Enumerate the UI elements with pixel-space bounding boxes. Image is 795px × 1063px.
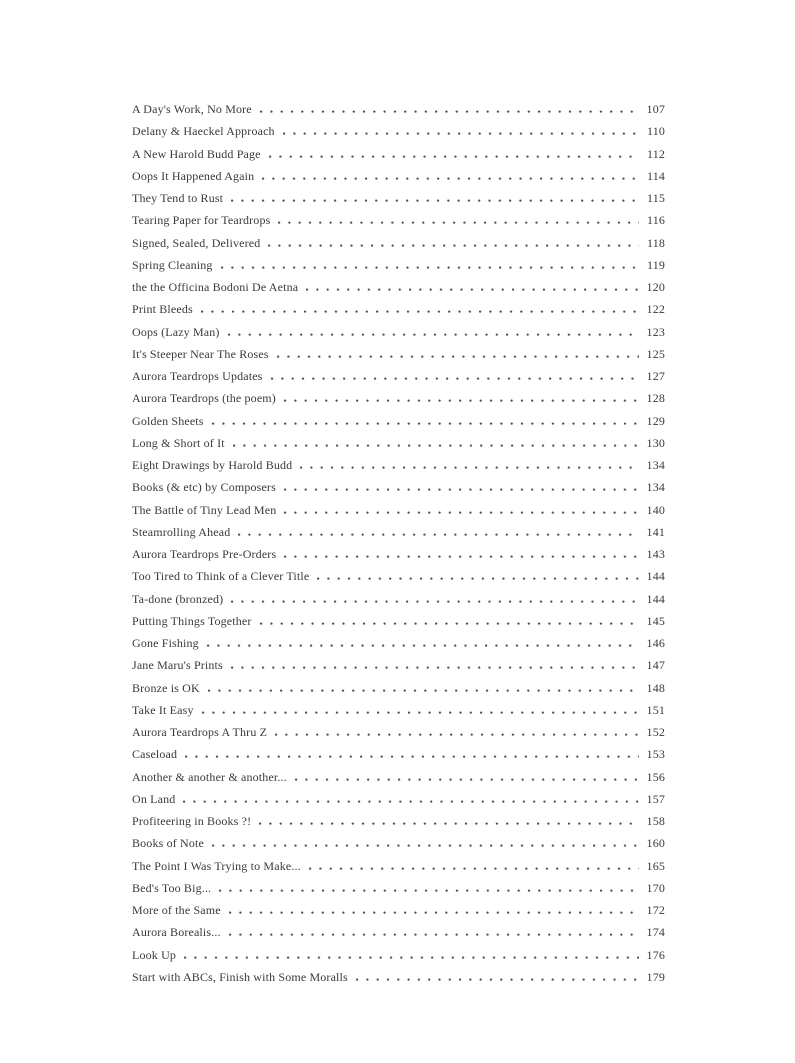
toc-entry-page: 153 (646, 747, 665, 762)
dot-leader (284, 399, 639, 402)
dot-leader (317, 577, 639, 580)
toc-entry-page: 125 (646, 346, 665, 361)
toc-entry-page: 145 (646, 613, 665, 628)
toc-entry-page: 172 (646, 903, 665, 917)
toc-entry-title: Too Tired to Think of a Clever Title (132, 569, 310, 584)
dot-leader (229, 911, 639, 914)
toc-row (132, 681, 665, 703)
toc-entry-page: 165 (646, 858, 665, 873)
toc-row (132, 614, 665, 636)
toc-entry-title: On Land (132, 791, 176, 806)
toc-entry-page: 114 (646, 168, 665, 183)
toc-row (132, 770, 665, 792)
toc-entry-title: Signed, Sealed, Delivered (132, 235, 261, 250)
dot-leader (275, 733, 639, 736)
dot-leader (260, 110, 639, 113)
toc-row (132, 124, 665, 146)
toc-entry-title: Books of Note (132, 836, 204, 851)
toc-entry-title: More of the Same (132, 903, 221, 917)
toc-entry-page: 160 (646, 836, 665, 851)
dot-leader (233, 444, 639, 447)
toc-entry-title: Aurora Teardrops Pre-Orders (132, 547, 277, 561)
dot-leader (271, 377, 640, 380)
toc-entry-title: Aurora Borealis... (132, 925, 221, 940)
dot-leader (238, 533, 639, 536)
toc-row (132, 658, 665, 680)
toc-row (132, 280, 665, 302)
toc-entry-title: Look Up (132, 947, 177, 962)
toc-entry-page: 151 (646, 702, 665, 717)
toc-entry-page: 157 (646, 791, 665, 806)
toc-entry-title: Books (& etc) by Composers (132, 480, 276, 495)
toc-entry-page: 112 (646, 146, 665, 161)
toc-entry-title: Another & another & another... (132, 769, 287, 784)
dot-leader (207, 644, 639, 647)
toc-row (132, 147, 665, 169)
toc-entry-title: Long & Short of It (132, 435, 225, 450)
toc-entry-page: 143 (646, 547, 665, 561)
toc-row (132, 369, 665, 391)
toc-entry-title: Aurora Teardrops A Thru Z (132, 725, 268, 739)
dot-leader (259, 822, 639, 825)
dot-leader (260, 622, 639, 625)
dot-leader (229, 933, 639, 936)
toc-entry-title: A New Harold Budd Page (132, 146, 261, 161)
toc-entry-page: 116 (646, 213, 665, 228)
toc-entry-page: 179 (646, 969, 665, 984)
toc-row (132, 636, 665, 658)
toc-entry-title: The Battle of Tiny Lead Men (132, 502, 277, 517)
dot-leader (309, 867, 639, 870)
toc-row (132, 191, 665, 213)
toc-entry-title: Take It Easy (132, 702, 194, 717)
toc-entry-title: Bronze is OK (132, 680, 200, 695)
toc-entry-page: 144 (646, 569, 665, 584)
dot-leader (208, 689, 639, 692)
toc-entry-title: Putting Things Together (132, 613, 252, 628)
toc-entry-page: 140 (646, 502, 665, 517)
toc-entry-page: 156 (646, 769, 665, 784)
dot-leader (284, 511, 639, 514)
dot-leader (201, 310, 639, 313)
dot-leader (284, 555, 639, 558)
toc-entry-page: 170 (646, 880, 665, 895)
dot-leader (277, 355, 639, 358)
dot-leader (269, 155, 639, 158)
toc-row (132, 503, 665, 525)
toc-row (132, 725, 665, 747)
toc-entry-title: Profiteering in Books ?! (132, 814, 252, 828)
dot-leader (231, 600, 639, 603)
dot-leader (306, 288, 639, 291)
toc-entry-title: It's Steeper Near The Roses (132, 346, 269, 361)
toc-entry-page: 176 (646, 947, 665, 962)
toc-entry-title: Print Bleeds (132, 302, 193, 317)
toc-entry-page: 174 (646, 925, 665, 940)
toc-entry-title: Oops It Happened Again (132, 168, 255, 183)
toc-row (132, 814, 665, 836)
toc-entry-title: Ta-done (bronzed) (132, 591, 224, 606)
toc-row (132, 925, 665, 947)
toc-entry-page: 120 (646, 280, 665, 294)
toc-row (132, 836, 665, 858)
toc-row (132, 703, 665, 725)
dot-leader (278, 221, 639, 224)
toc-row (132, 525, 665, 547)
toc-row (132, 792, 665, 814)
toc-entry-page: 144 (646, 591, 665, 606)
toc-row (132, 903, 665, 925)
toc-entry-page: 107 (646, 102, 665, 116)
toc-entry-title: Jane Maru's Prints (132, 658, 223, 673)
toc-entry-page: 134 (646, 480, 665, 495)
toc-entry-page: 152 (646, 725, 665, 739)
dot-leader (228, 333, 639, 336)
toc-entry-page: 115 (646, 191, 665, 205)
toc-row (132, 881, 665, 903)
dot-leader (212, 422, 639, 425)
dot-leader (284, 488, 639, 491)
toc-entry-title: Eight Drawings by Harold Budd (132, 458, 293, 472)
dot-leader (183, 800, 639, 803)
toc-entry-page: 123 (646, 324, 665, 339)
toc-row (132, 347, 665, 369)
toc-row (132, 258, 665, 280)
toc-entry-page: 119 (646, 257, 665, 272)
toc-row (132, 436, 665, 458)
toc-entry-page: 122 (646, 302, 665, 317)
toc-entry-page: 146 (646, 636, 665, 650)
toc-entry-page: 130 (646, 435, 665, 450)
dot-leader (184, 956, 639, 959)
dot-leader (262, 177, 639, 180)
dot-leader (185, 755, 639, 758)
toc-row (132, 480, 665, 502)
toc-row (132, 302, 665, 324)
toc-row (132, 325, 665, 347)
toc-row (132, 970, 665, 992)
dot-leader (219, 889, 639, 892)
toc-entry-title: They Tend to Rust (132, 191, 224, 205)
toc-entry-page: 128 (646, 391, 665, 406)
toc-entry-title: Tearing Paper for Teardrops (132, 213, 271, 228)
toc-entry-title: Aurora Teardrops (the poem) (132, 391, 276, 406)
dot-leader (356, 978, 639, 981)
dot-leader (295, 778, 639, 781)
toc-row (132, 236, 665, 258)
toc-row (132, 458, 665, 480)
table-of-contents (132, 102, 665, 992)
dot-leader (202, 711, 639, 714)
toc-row (132, 414, 665, 436)
toc-row (132, 391, 665, 413)
dot-leader (231, 666, 639, 669)
toc-entry-page: 127 (646, 369, 665, 383)
toc-entry-title: Gone Fishing (132, 636, 199, 650)
toc-entry-title: Steamrolling Ahead (132, 524, 231, 539)
toc-row (132, 592, 665, 614)
toc-entry-page: 129 (646, 413, 665, 428)
toc-entry-title: Caseload (132, 747, 178, 762)
toc-entry-page: 110 (646, 124, 665, 139)
toc-entry-title: Spring Cleaning (132, 257, 213, 272)
toc-row (132, 102, 665, 124)
toc-row (132, 169, 665, 191)
toc-entry-title: Aurora Teardrops Updates (132, 369, 263, 383)
toc-row (132, 547, 665, 569)
toc-entry-title: Delany & Haeckel Approach (132, 124, 275, 139)
toc-entry-page: 147 (646, 658, 665, 673)
toc-row (132, 747, 665, 769)
dot-leader (283, 132, 639, 135)
toc-entry-page: 134 (646, 458, 665, 472)
toc-entry-title: Oops (Lazy Man) (132, 324, 220, 339)
toc-entry-page: 148 (646, 680, 665, 695)
toc-entry-title: A Day's Work, No More (132, 102, 252, 116)
toc-entry-page: 141 (646, 524, 665, 539)
dot-leader (221, 266, 639, 269)
toc-entry-title: Golden Sheets (132, 413, 204, 428)
toc-entry-title: The Point I Was Trying to Make... (132, 858, 301, 873)
toc-entry-page: 158 (646, 814, 665, 828)
dot-leader (231, 199, 639, 202)
toc-entry-title: the the Officina Bodoni De Aetna (132, 280, 299, 294)
toc-row (132, 948, 665, 970)
dot-leader (300, 466, 639, 469)
toc-row (132, 859, 665, 881)
toc-row (132, 569, 665, 591)
toc-entry-title: Bed's Too Big... (132, 880, 212, 895)
dot-leader (212, 844, 639, 847)
toc-entry-title: Start with ABCs, Finish with Some Moralls (132, 969, 348, 984)
toc-entry-page: 118 (646, 235, 665, 250)
toc-row (132, 213, 665, 235)
dot-leader (268, 244, 639, 247)
